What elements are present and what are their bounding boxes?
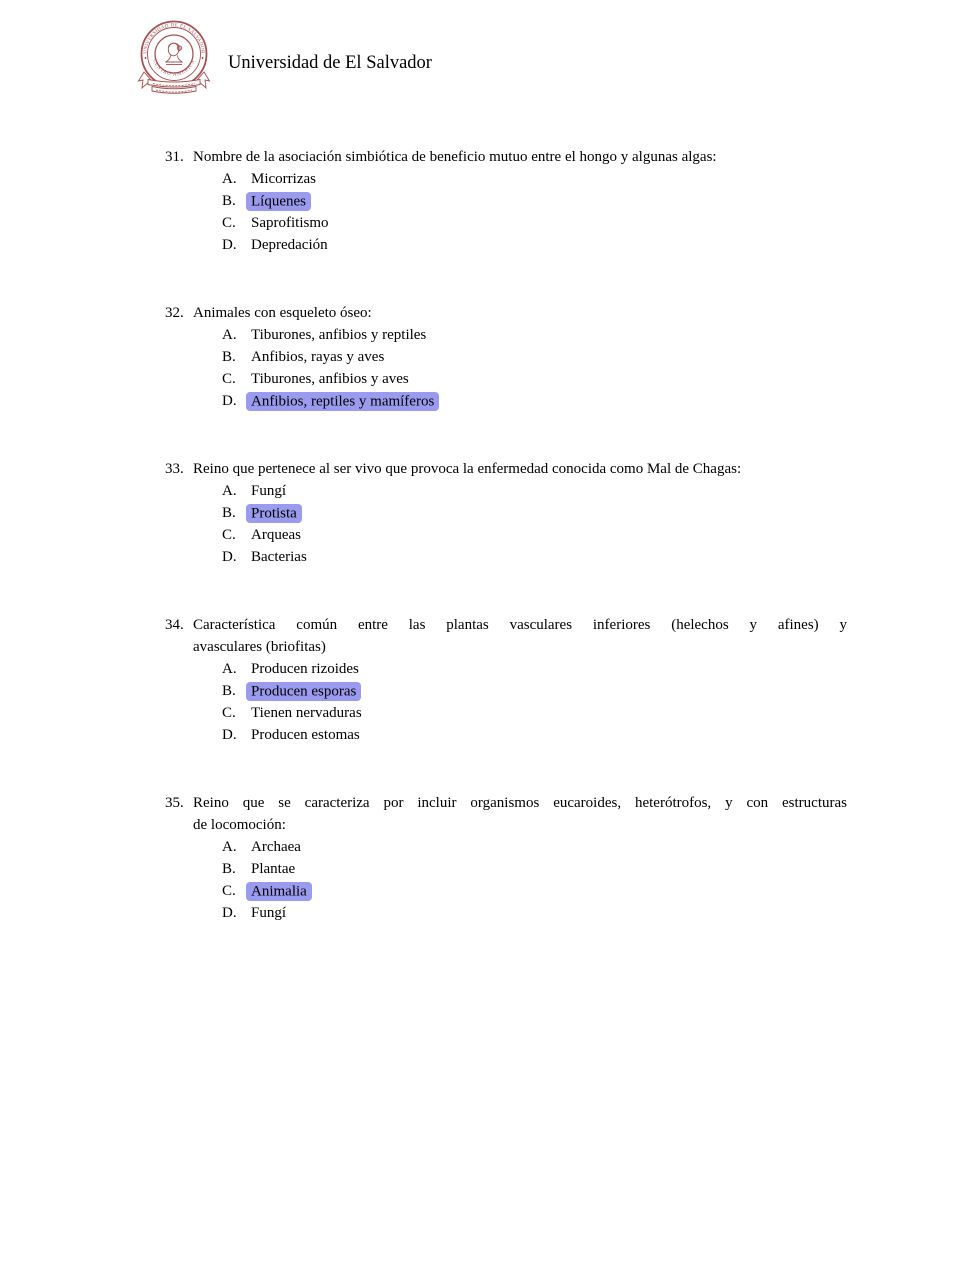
option-marker: C. [222, 371, 236, 387]
option-d [165, 234, 847, 256]
option-d [165, 390, 847, 412]
seal-text-bottom: CENTRO AMERICA [151, 58, 197, 78]
question-33 [165, 458, 847, 568]
question-31 [165, 146, 847, 256]
question-35-options [165, 836, 847, 924]
option-text-highlighted-answer: Anfibios, reptiles y mamíferos [246, 392, 439, 411]
option-d [165, 724, 847, 746]
option-b [165, 858, 847, 880]
option-text: Tiburones, anfibios y reptiles [251, 327, 427, 343]
option-text: Producen estomas [251, 727, 360, 743]
option-a [165, 658, 847, 680]
option-c [165, 368, 847, 390]
option-marker: D. [222, 237, 237, 253]
option-marker: C. [222, 215, 236, 231]
option-b [165, 346, 847, 368]
option-c [165, 212, 847, 234]
option-marker: A. [222, 171, 237, 187]
question-line: de locomoción: [193, 817, 286, 833]
question-32 [165, 302, 847, 412]
option-text: Archaea [251, 839, 301, 855]
option-marker: C. [222, 883, 236, 899]
option-c [165, 702, 847, 724]
question-number: 31. [165, 149, 184, 165]
option-marker: A. [222, 327, 237, 343]
exam-questions [165, 146, 847, 970]
option-text: Plantae [251, 861, 296, 877]
option-marker: C. [222, 705, 236, 721]
option-text-highlighted-answer: Animalia [246, 882, 312, 901]
question-31-text [165, 146, 847, 168]
question-31-options [165, 168, 847, 256]
option-marker: C. [222, 527, 236, 543]
option-d [165, 546, 847, 568]
question-35 [165, 792, 847, 924]
question-line: avasculares (briofitas) [193, 639, 326, 655]
question-34 [165, 614, 847, 746]
option-text: Tiburones, anfibios y aves [251, 371, 409, 387]
question-number: 35. [165, 795, 184, 811]
option-text: Tienen nervaduras [251, 705, 362, 721]
option-marker: A. [222, 839, 237, 855]
option-text: Anfibios, rayas y aves [251, 349, 385, 365]
question-33-options [165, 480, 847, 568]
option-a [165, 480, 847, 502]
option-text: Micorrizas [251, 171, 316, 187]
question-line: Nombre de la asociación simbiótica de beneficio mutuo entre el hongo y algunas algas: [193, 149, 717, 165]
question-line: Reino que pertenece al ser vivo que provoca la enfermedad conocida como Mal de Chagas: [193, 461, 742, 477]
option-text: Fungí [251, 905, 287, 921]
option-text: Arqueas [251, 527, 301, 543]
seal-right-rosette [202, 57, 204, 59]
option-b [165, 502, 847, 524]
option-text: Depredación [251, 237, 328, 253]
option-text: Saprofitismo [251, 215, 329, 231]
option-marker: B. [222, 349, 236, 365]
option-text: Bacterias [251, 549, 307, 565]
university-name: Universidad de El Salvador [228, 53, 432, 73]
seal-text-top: UNIVERSIDAD DE EL SALVADOR [143, 23, 205, 55]
question-33-text [165, 458, 847, 480]
option-d [165, 902, 847, 924]
option-text-highlighted-answer: Producen esporas [246, 682, 361, 701]
seal-left-rosette [145, 57, 147, 59]
option-marker: B. [222, 193, 236, 209]
question-35-text [165, 792, 847, 836]
option-marker: B. [222, 683, 236, 699]
option-b [165, 680, 847, 702]
question-number: 33. [165, 461, 184, 477]
option-marker: D. [222, 727, 237, 743]
option-text: Fungí [251, 483, 287, 499]
option-a [165, 836, 847, 858]
option-a [165, 168, 847, 190]
option-marker: D. [222, 905, 237, 921]
seal-minerva-figure [166, 43, 183, 64]
option-marker: D. [222, 393, 237, 409]
option-marker: B. [222, 861, 236, 877]
question-number: 32. [165, 305, 184, 321]
option-marker: A. [222, 661, 237, 677]
option-b [165, 190, 847, 212]
option-c [165, 524, 847, 546]
university-seal-logo [137, 17, 211, 97]
question-number: 34. [165, 617, 184, 633]
option-a [165, 324, 847, 346]
option-c [165, 880, 847, 902]
question-line: Característica común entre las plantas vasculares inferiores (helechos y afines) y [193, 617, 847, 633]
question-34-options [165, 658, 847, 746]
question-32-text [165, 302, 847, 324]
option-marker: A. [222, 483, 237, 499]
question-line: Reino que se caracteriza por incluir organismos eucaroides, heterótrofos, y con estructuras [193, 795, 847, 811]
option-text-highlighted-answer: Líquenes [246, 192, 311, 211]
option-marker: D. [222, 549, 237, 565]
option-text-highlighted-answer: Protista [246, 504, 302, 523]
question-line: Animales con esqueleto óseo: [193, 305, 372, 321]
option-text: Producen rizoides [251, 661, 359, 677]
option-marker: B. [222, 505, 236, 521]
question-34-text [165, 614, 847, 658]
question-32-options [165, 324, 847, 412]
